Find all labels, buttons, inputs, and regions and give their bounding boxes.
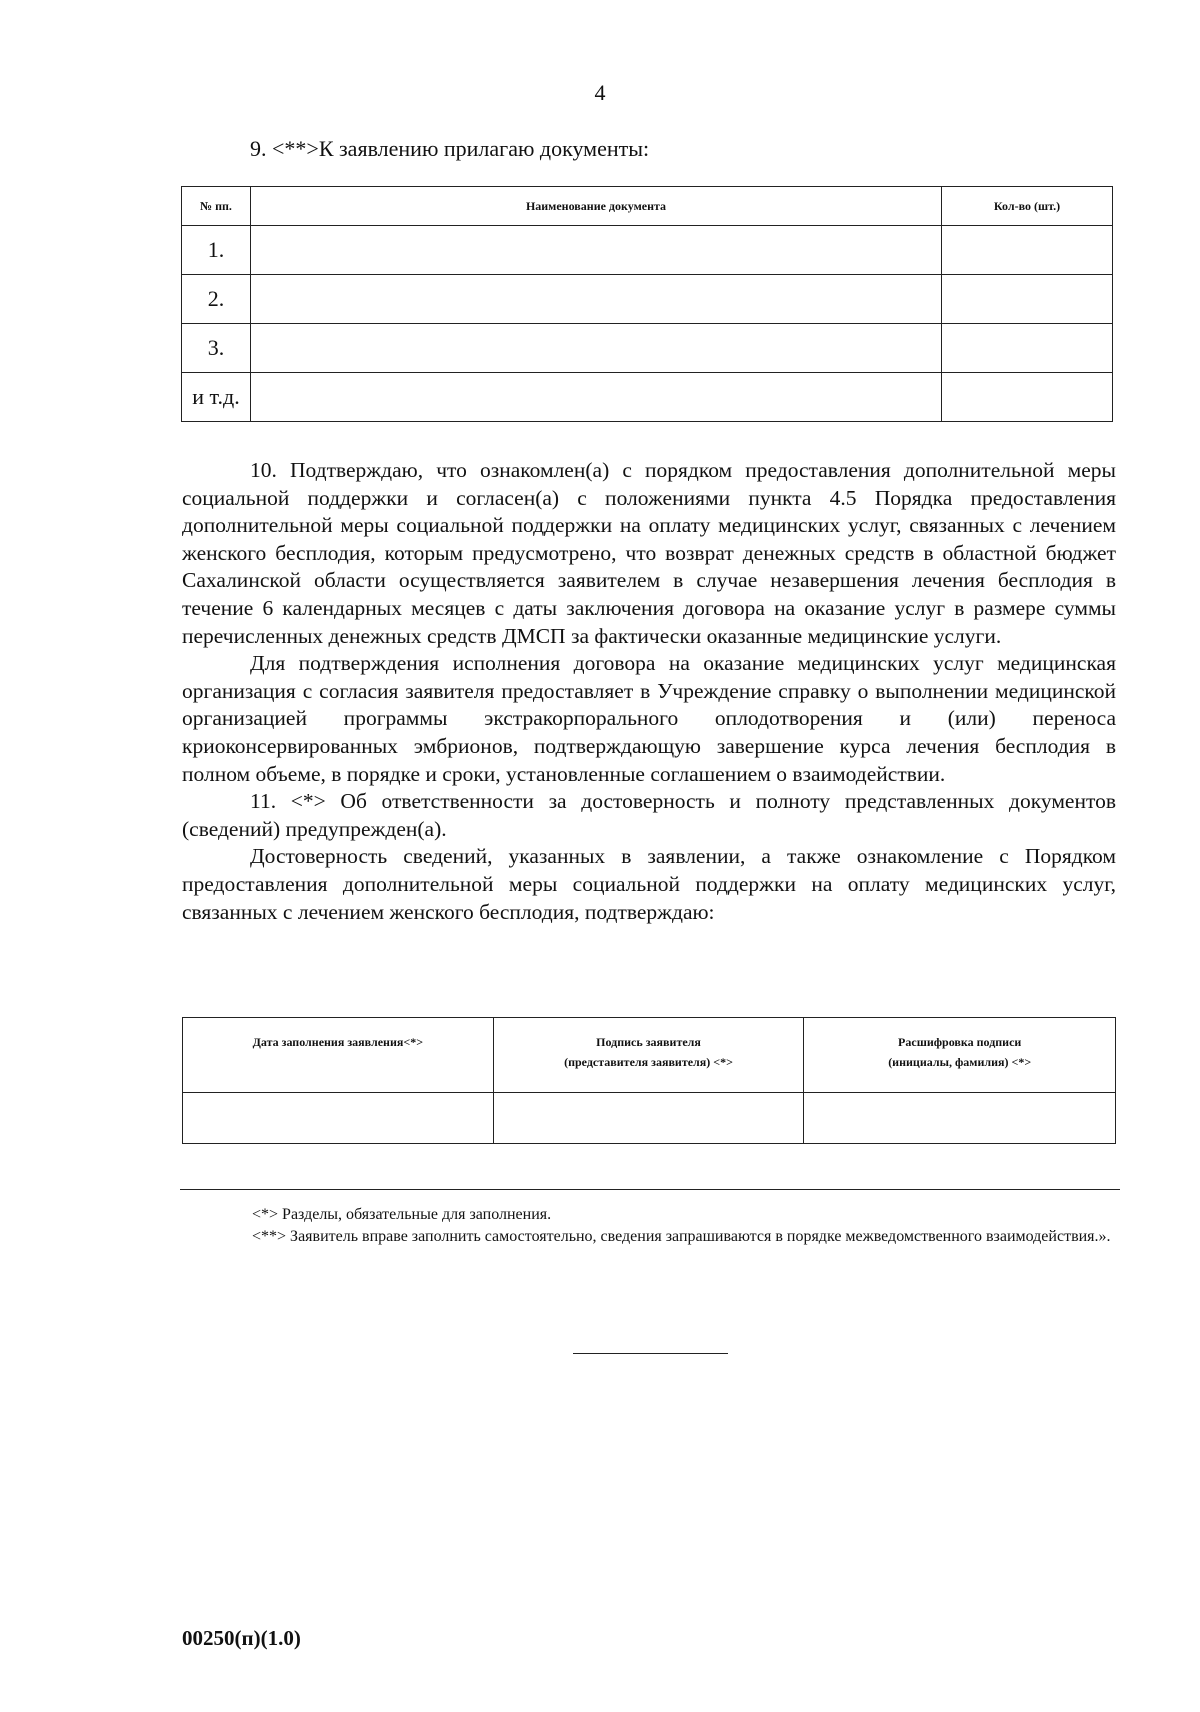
signature-header-row [183, 1018, 1116, 1093]
fill-date-cell[interactable] [183, 1093, 494, 1144]
footnote-optional: <**> Заявитель вправе заполнить самостоятельно, сведения запрашиваются в порядке межведомственного взаимодействия.». [252, 1228, 1111, 1245]
declaration-body [182, 457, 1116, 926]
column-header-quantity: Кол-во (шт.) [942, 187, 1113, 226]
footnote-required: <*> Разделы, обязательные для заполнения. [252, 1206, 552, 1223]
row-number-cell: 2. [182, 275, 251, 324]
signature-table [182, 1017, 1116, 1144]
quantity-cell[interactable] [942, 373, 1113, 422]
section-9-heading: 9. <**>К заявлению прилагаю документы: [250, 136, 650, 161]
attached-documents-table [181, 186, 1113, 422]
paragraph-11-continuation: Достоверность сведений, указанных в заявлении, а также ознакомление с Порядком предоставления дополнительной меры социальной поддержки на оплату медицинских услуг, связанных с лечением женского бесплодия, подтверждаю: [182, 844, 1116, 924]
paragraph-10: 10. Подтверждаю, что ознакомлен(а) с порядком предоставления дополнительной меры социальной поддержки и согласен(а) с положениями пункта 4.5 Порядка предоставления дополнительной меры социальной поддержки на оплату медицинских услуг, связанных с лечением женского бесплодия, которым предусмотрено, что возврат денежных средств в областной бюджет Сахалинской области осуществляется заявителем в случае незавершения лечения бесплодия в течение 6 календарных месяцев с даты заключения договора на оказание услуг в размере суммы перечисленных денежных средств ДМСП за фактически оказанные медицинские услуги. [182, 458, 1116, 648]
row-number-cell: 1. [182, 226, 251, 275]
document-name-cell[interactable] [251, 324, 942, 373]
quantity-cell[interactable] [942, 324, 1113, 373]
header-line: Подпись заявителя [596, 1035, 701, 1049]
page-number: 4 [594, 80, 606, 105]
document-name-cell[interactable] [251, 373, 942, 422]
column-header-document-name: Наименование документа [251, 187, 942, 226]
table-row [182, 373, 1113, 422]
quantity-cell[interactable] [942, 275, 1113, 324]
paragraph-11: 11. <*> Об ответственности за достоверность и полноту представленных документов (сведений) предупрежден(а). [182, 789, 1116, 841]
table-row [182, 324, 1113, 373]
header-line: Дата заполнения заявления<*> [252, 1035, 424, 1049]
signature-cell[interactable] [493, 1093, 804, 1144]
quantity-cell[interactable] [942, 226, 1113, 275]
row-number-cell: и т.д. [182, 373, 251, 422]
row-number-cell: 3. [182, 324, 251, 373]
header-line: Расшифровка подписи [898, 1035, 1022, 1049]
footnotes [182, 1204, 1116, 1248]
paragraph-10-continuation: Для подтверждения исполнения договора на оказание медицинских услуг медицинская организация с согласия заявителя предоставляет в Учреждение справку о выполнении медицинской организацией программы экстракорпорального оплодотворения и (или) переноса криоконсервированных эмбрионов, подтверждающую завершение курса лечения бесплодия в полном объеме, в порядке и сроки, установленные соглашением о взаимодействии. [182, 651, 1116, 786]
document-name-cell[interactable] [251, 275, 942, 324]
signature-decoding-cell[interactable] [804, 1093, 1116, 1144]
column-header-fill-date [183, 1018, 494, 1093]
column-header-number: № пп. [182, 187, 251, 226]
table-header-row [182, 187, 1113, 226]
footnote-divider [180, 1189, 1120, 1190]
end-of-document-line [573, 1353, 728, 1354]
column-header-signature-decoding [804, 1018, 1116, 1093]
header-line: (представителя заявителя) <*> [564, 1055, 733, 1069]
column-header-signature [493, 1018, 804, 1093]
header-line: (инициалы, фамилия) <*> [888, 1055, 1032, 1069]
document-name-cell[interactable] [251, 226, 942, 275]
signature-input-row [183, 1093, 1116, 1144]
table-row [182, 226, 1113, 275]
table-row [182, 275, 1113, 324]
document-code: 00250(п)(1.0) [182, 1626, 301, 1650]
